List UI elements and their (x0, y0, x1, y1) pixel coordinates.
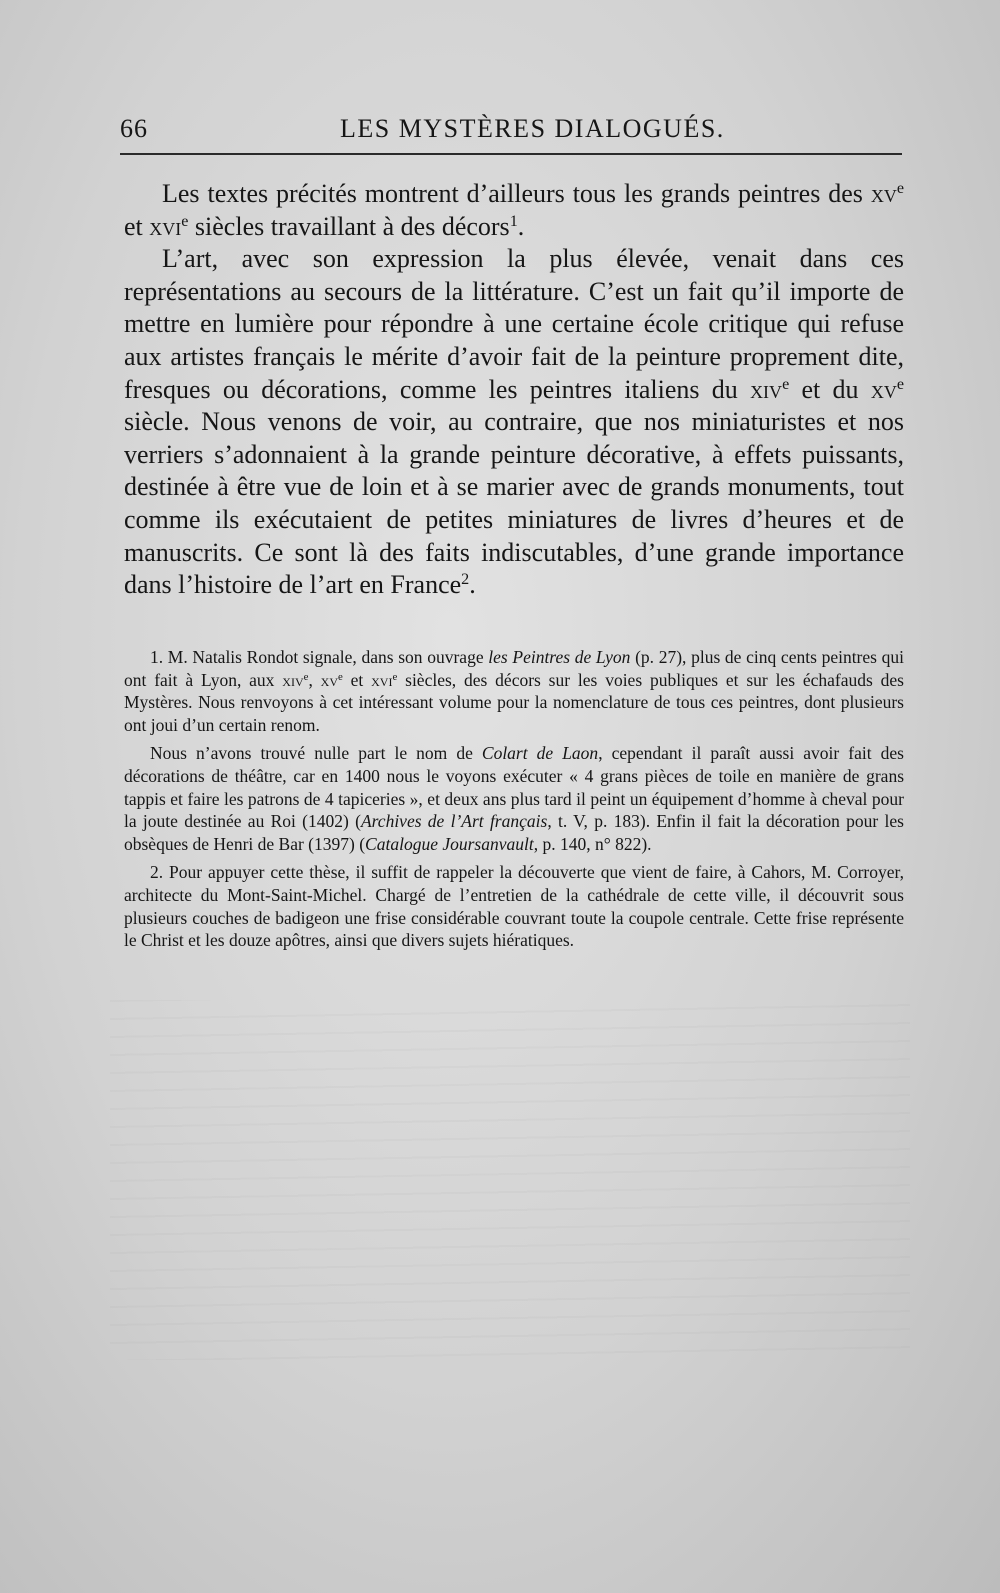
paragraph (124, 178, 904, 243)
text-run: siècles, des décors sur les voies publiques et sur les échafauds des Mystères. Nous renvoyons à cet intéressant volume pour la nomenclature de tous ces peintres, dont plusieurs ont joui d’un certain renom. (124, 669, 904, 735)
century-numeral: xv (870, 374, 897, 404)
page-number: 66 (120, 114, 148, 143)
superscript: e (782, 375, 790, 393)
text-run: et du (789, 374, 871, 404)
text-run: , t. V, p. 183). Enfin il fait la décoration pour les obsèques de Henri de Bar (1397) ( (124, 811, 904, 854)
text-run: (p. 27), plus de cinq cents peintres qui ont fait à Lyon, aux (124, 647, 904, 690)
superscript: e (303, 670, 309, 683)
text-run: 1. M. Natalis Rondot signale, dans son ouvrage (150, 647, 489, 667)
footnote-ref[interactable]: 2 (461, 571, 470, 589)
superscript: e (392, 670, 398, 683)
running-title: LES MYSTÈRES DIALOGUÉS. (340, 114, 725, 143)
footnote-2: 2. Pour appuyer cette thèse, il suffit de rappeler la découverte que vient de faire, à Cahors, M. Corroyer, architecte du Mont-Saint-Michel. Chargé de l’entretien de la cathédrale de cette ville, il découvrit sous plusieurs couches de badigeon une frise considérable couvrant toute la coupole centrale. Cette frise représente le Christ et les douze apôtres, ainsi que divers sujets hiératiques. (124, 862, 904, 951)
text-run: Les textes précités montrent d’ailleurs tous les grands peintres des (162, 179, 871, 208)
superscript: e (181, 212, 189, 230)
page-header (120, 110, 900, 150)
text-run: et (124, 211, 150, 241)
century-numeral: xvi (149, 211, 182, 241)
century-numeral: xiv (282, 669, 304, 690)
source-title: Catalogue Joursanvault (365, 833, 534, 854)
text-run: . (517, 211, 525, 241)
footnote-1-continued (124, 742, 904, 855)
text-run: , p. 140, n° 822). (533, 833, 652, 854)
text-run: et (342, 669, 372, 690)
text-run: siècles travaillant à des décors (188, 211, 510, 241)
text-run: Nous n’avons trouvé nulle part le nom de (150, 743, 482, 764)
century-numeral: xv (320, 669, 338, 690)
text-run: L’art, avec son expression la plus élevée, venait dans ces représentations au secours de la littérature. C’est un fait qu’il importe de mettre en lumière pour répondre à une certaine école critique qui refuse aux artistes français le mérite d’avoir fait de la peinture proprement dite, fresques ou décorations, comme les peintres italiens du (124, 244, 904, 404)
show-through-texture (110, 1000, 910, 1360)
superscript: e (896, 375, 904, 393)
century-numeral: xv (870, 179, 897, 208)
header-rule (120, 153, 902, 155)
paragraph (124, 243, 904, 602)
text-run: . (469, 570, 476, 600)
text-run: , cependant il paraît aussi avoir fait des décorations de théâtre, car en 1400 nous le voyons exécuter « 4 grans pièces de toile en manière de grans tappis et faire les patrons de 4 tapiceries », et deux ans plus tard il peint un équipement d’homme à cheval pour la joute destinée au Roi (1402) ( (124, 743, 904, 832)
source-title: Archives de l’Art français (360, 811, 548, 832)
superscript: e (338, 670, 343, 683)
footnote-1 (124, 646, 904, 736)
book-title: les Peintres de Lyon (488, 647, 631, 667)
person-name: Colart de Laon (481, 743, 599, 764)
footnotes (124, 646, 904, 958)
century-numeral: xiv (750, 374, 783, 404)
superscript: e (896, 180, 904, 198)
text-run: , (308, 669, 321, 690)
text-run: siècle. Nous venons de voir, au contraire, que nos miniaturistes et nos verriers s’adonnaient à la grande peinture décorative, à effets puissants, destinée à être vue de loin et à se marier avec de grands monuments, tout comme ils exécutaient de petites miniatures de livres d’heures et de manuscrits. Ce sont là des faits indiscutables, d’une grande importance dans l’histoire de l’art en France (124, 407, 904, 600)
main-text (124, 178, 904, 602)
century-numeral: xvi (371, 669, 393, 690)
footnote-ref[interactable]: 1 (509, 212, 518, 230)
